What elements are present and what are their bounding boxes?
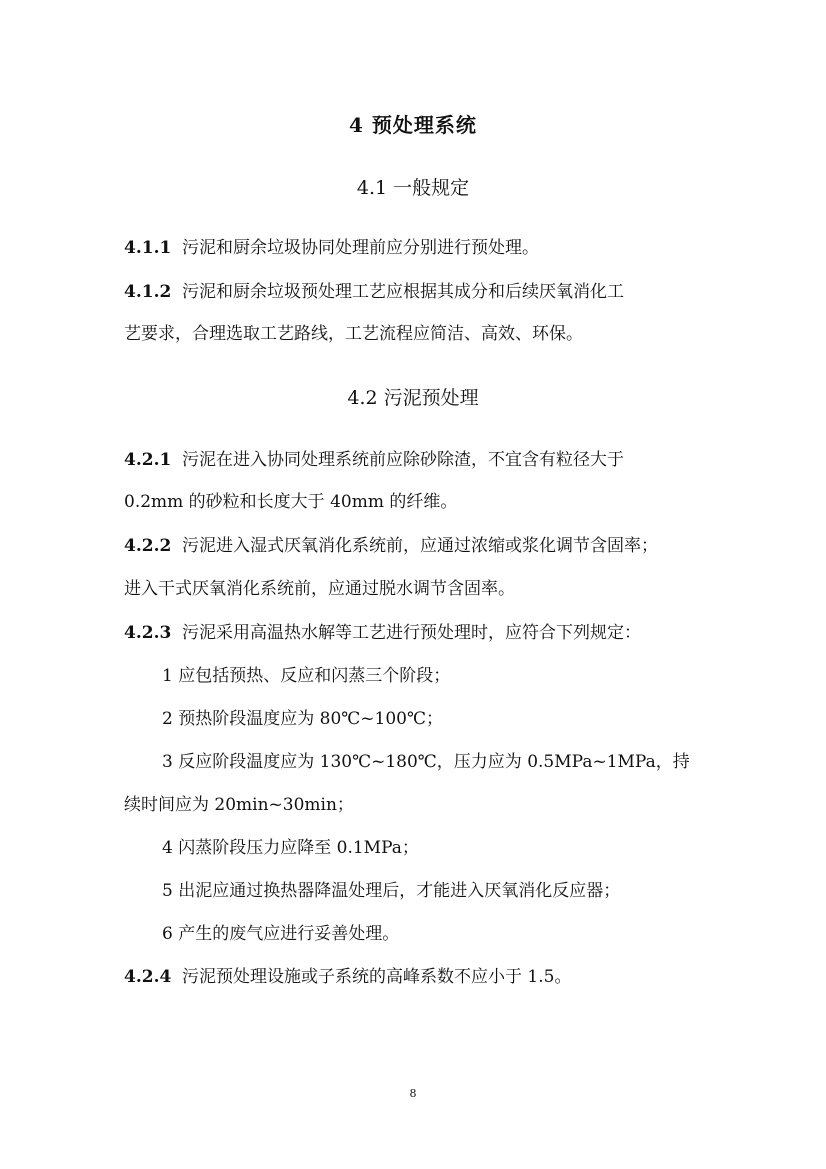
clause-text: 污泥预处理设施或子系统的高峰系数不应小于 1.5。	[182, 967, 572, 987]
clause-number: 4.2.1	[124, 450, 172, 470]
clause-4-2-2	[124, 535, 658, 557]
clause-text-continuation: 艺要求，合理选取工艺路线，工艺流程应简洁、高效、环保。	[124, 324, 583, 344]
clause-text: 污泥和厨余垃圾预处理工艺应根据其成分和后续厌氧消化工	[182, 282, 624, 302]
clause-number: 4.2.4	[124, 967, 172, 987]
clause-4-2-4	[124, 966, 571, 988]
clause-4-2-3	[124, 622, 641, 644]
section-title-4-1: 4.1 一般规定	[356, 177, 470, 199]
clause-text-continuation: 进入干式厌氧消化系统前，应通过脱水调节含固率。	[124, 579, 515, 599]
clause-4-1-2	[124, 281, 624, 303]
list-item-6: 6 产生的废气应进行妥善处理。	[162, 924, 400, 944]
list-item-4: 4 闪蒸阶段压力应降至 0.1MPa；	[162, 838, 419, 858]
list-item-3: 3 反应阶段温度应为 130℃~180℃，压力应为 0.5MPa~1MPa，持	[162, 752, 690, 772]
list-item-1: 1 应包括预热、反应和闪蒸三个阶段；	[162, 666, 451, 686]
list-item-2: 2 预热阶段温度应为 80℃~100℃；	[162, 709, 443, 729]
clause-number: 4.2.2	[124, 536, 172, 556]
clause-text-continuation: 0.2mm 的砂粒和长度大于 40mm 的纤维。	[124, 492, 458, 512]
list-item-3-continuation: 续时间应为 20min~30min；	[124, 795, 354, 815]
clause-text: 污泥和厨余垃圾协同处理前应分别进行预处理。	[182, 238, 539, 258]
clause-4-2-1	[124, 449, 624, 471]
clause-text: 污泥进入湿式厌氧消化系统前，应通过浓缩或浆化调节含固率；	[182, 536, 658, 556]
section-title-4-2: 4.2 污泥预处理	[347, 387, 479, 409]
clause-4-1-1	[124, 237, 539, 259]
page-number: 8	[409, 1087, 417, 1100]
clause-text: 污泥在进入协同处理系统前应除砂除渣，不宜含有粒径大于	[182, 450, 624, 470]
list-item-5: 5 出泥应通过换热器降温处理后，才能进入厌氧消化反应器；	[162, 881, 621, 901]
clause-number: 4.2.3	[124, 623, 172, 643]
clause-number: 4.1.1	[124, 238, 172, 258]
chapter-title: 4 预处理系统	[349, 113, 477, 137]
clause-text: 污泥采用高温热水解等工艺进行预处理时，应符合下列规定：	[182, 623, 641, 643]
clause-number: 4.1.2	[124, 282, 172, 302]
